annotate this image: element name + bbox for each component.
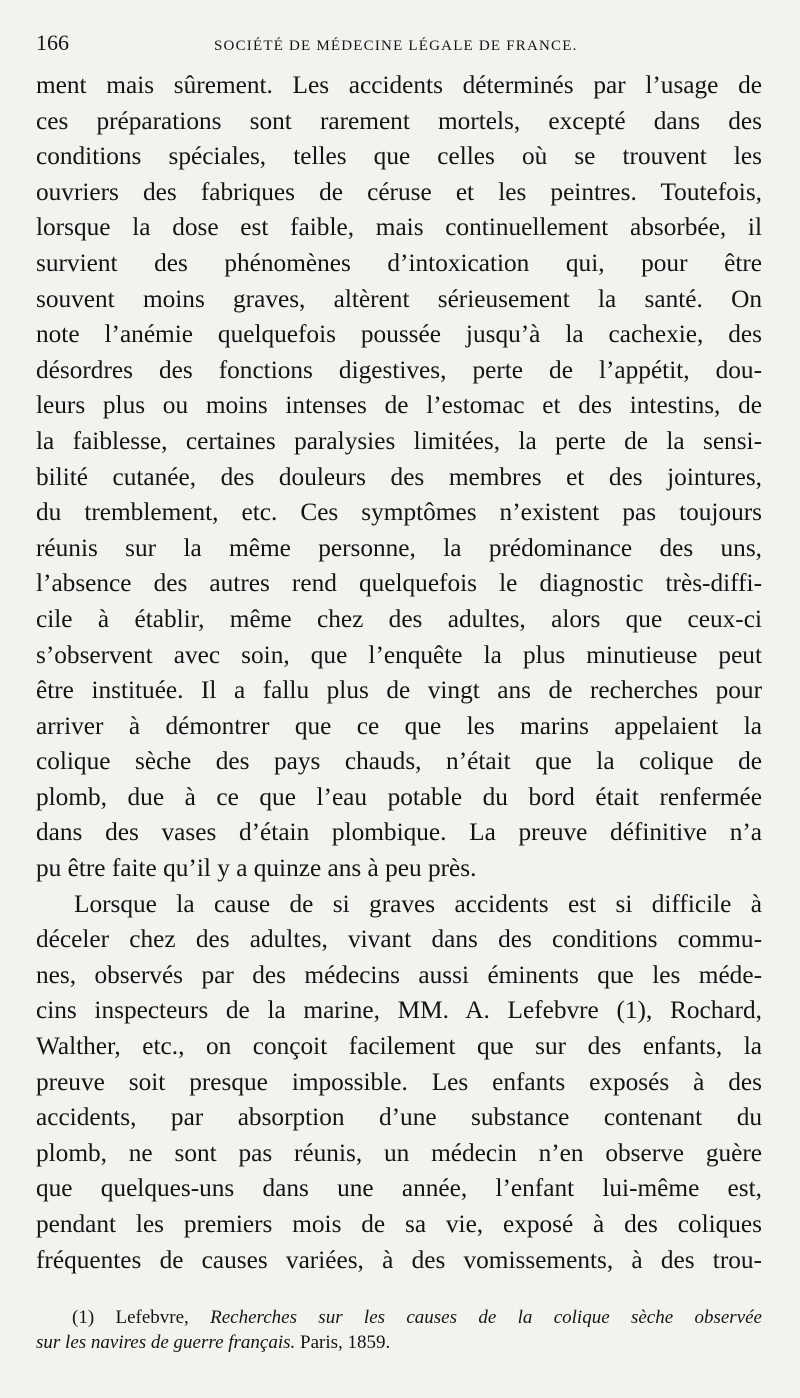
text-line: plomb, ne sont pas réunis, un médecin n’en observe guère <box>36 1138 762 1167</box>
footnote-line-1 <box>36 1305 762 1330</box>
footnote-title-part2: sur les navires de guerre français. <box>36 1332 296 1353</box>
text-line: note l’anémie quelquefois poussée jusqu’à la cachexie, des <box>36 320 762 349</box>
text-line: pendant les premiers mois de sa vie, exposé à des coliques <box>36 1210 762 1238</box>
text-line: nes, observés par des médecins aussi éminents que les méde- <box>36 960 762 989</box>
text-line: leurs plus ou moins intenses de l’estomac et des intestins, de <box>36 391 762 420</box>
text-line: colique sèche des pays chauds, n’était que la colique de <box>36 747 762 776</box>
text-line: accidents, par absorption d’une substance contenant du <box>36 1103 762 1132</box>
body-text <box>36 68 762 1278</box>
footnote-place-year: Paris, 1859. <box>300 1332 391 1353</box>
text-line: arriver à démontrer que ce que les marins appelaient la <box>36 711 762 740</box>
text-line: preuve soit presque impossible. Les enfants exposés à des <box>36 1067 762 1096</box>
text-line: que quelques-uns dans une année, l’enfant lui-même est, <box>36 1174 762 1203</box>
text-line: la faiblesse, certaines paralysies limitées, la perte de la sensi- <box>36 426 762 455</box>
page-number: 166 <box>36 30 69 55</box>
text-line: fréquentes de causes variées, à des vomissements, à des trou- <box>36 1245 762 1274</box>
paragraph-start-line: Lorsque la cause de si graves accidents est si difficile à <box>74 889 762 918</box>
text-line: Walther, etc., on conçoit facilement que sur des enfants, la <box>36 1032 762 1061</box>
text-line: du tremblement, etc. Ces symptômes n’existent pas toujours <box>36 498 762 527</box>
text-line: l’absence des autres rend quelquefois le diagnostic très-diffi- <box>36 569 762 598</box>
text-line: désordres des fonctions digestives, perte de l’appétit, dou- <box>36 355 762 384</box>
text-line: plomb, due à ce que l’eau potable du bord était renfermée <box>36 782 762 811</box>
running-title: SOCIÉTÉ DE MÉDECINE LÉGALE DE FRANCE. <box>214 38 578 54</box>
text-line: réunis sur la même personne, la prédominance des uns, <box>36 533 762 562</box>
text-line: lorsque la dose est faible, mais continuellement absorbée, il <box>36 213 762 242</box>
text-line: conditions spéciales, telles que celles où se trouvent les <box>36 142 762 171</box>
text-line: ment mais sûrement. Les accidents déterminés par l’usage de <box>36 71 762 99</box>
text-line: ces préparations sont rarement mortels, excepté dans des <box>36 106 762 135</box>
text-line: être instituée. Il a fallu plus de vingt ans de recherches pour <box>36 676 762 705</box>
footnote <box>36 1305 762 1355</box>
text-line: s’observent avec soin, que l’enquête la plus minutieuse peut <box>36 640 762 669</box>
footnote-line-2 <box>36 1330 762 1355</box>
text-line: souvent moins graves, altèrent sérieusement la santé. On <box>36 284 762 313</box>
page-header <box>36 30 756 62</box>
footnote-marker: (1) Lefebvre, <box>72 1307 189 1328</box>
text-line: bilité cutanée, des douleurs des membres et des jointures, <box>36 462 762 491</box>
text-line: cile à établir, même chez des adultes, alors que ceux-ci <box>36 604 762 633</box>
text-line: cins inspecteurs de la marine, MM. A. Lefebvre (1), Rochard, <box>36 996 762 1025</box>
footnote-title-part1: Recherches sur les causes de la colique sèche observée <box>210 1307 762 1328</box>
text-line: ouvriers des fabriques de céruse et les peintres. Toutefois, <box>36 177 762 206</box>
text-line: dans des vases d’étain plombique. La preuve définitive n’a <box>36 818 762 847</box>
paragraph-end-line: pu être faite qu’il y a quinze ans à peu près. <box>36 854 477 883</box>
text-line: déceler chez des adultes, vivant dans des conditions commu- <box>36 925 762 954</box>
text-line: survient des phénomènes d’intoxication qui, pour être <box>36 248 762 277</box>
